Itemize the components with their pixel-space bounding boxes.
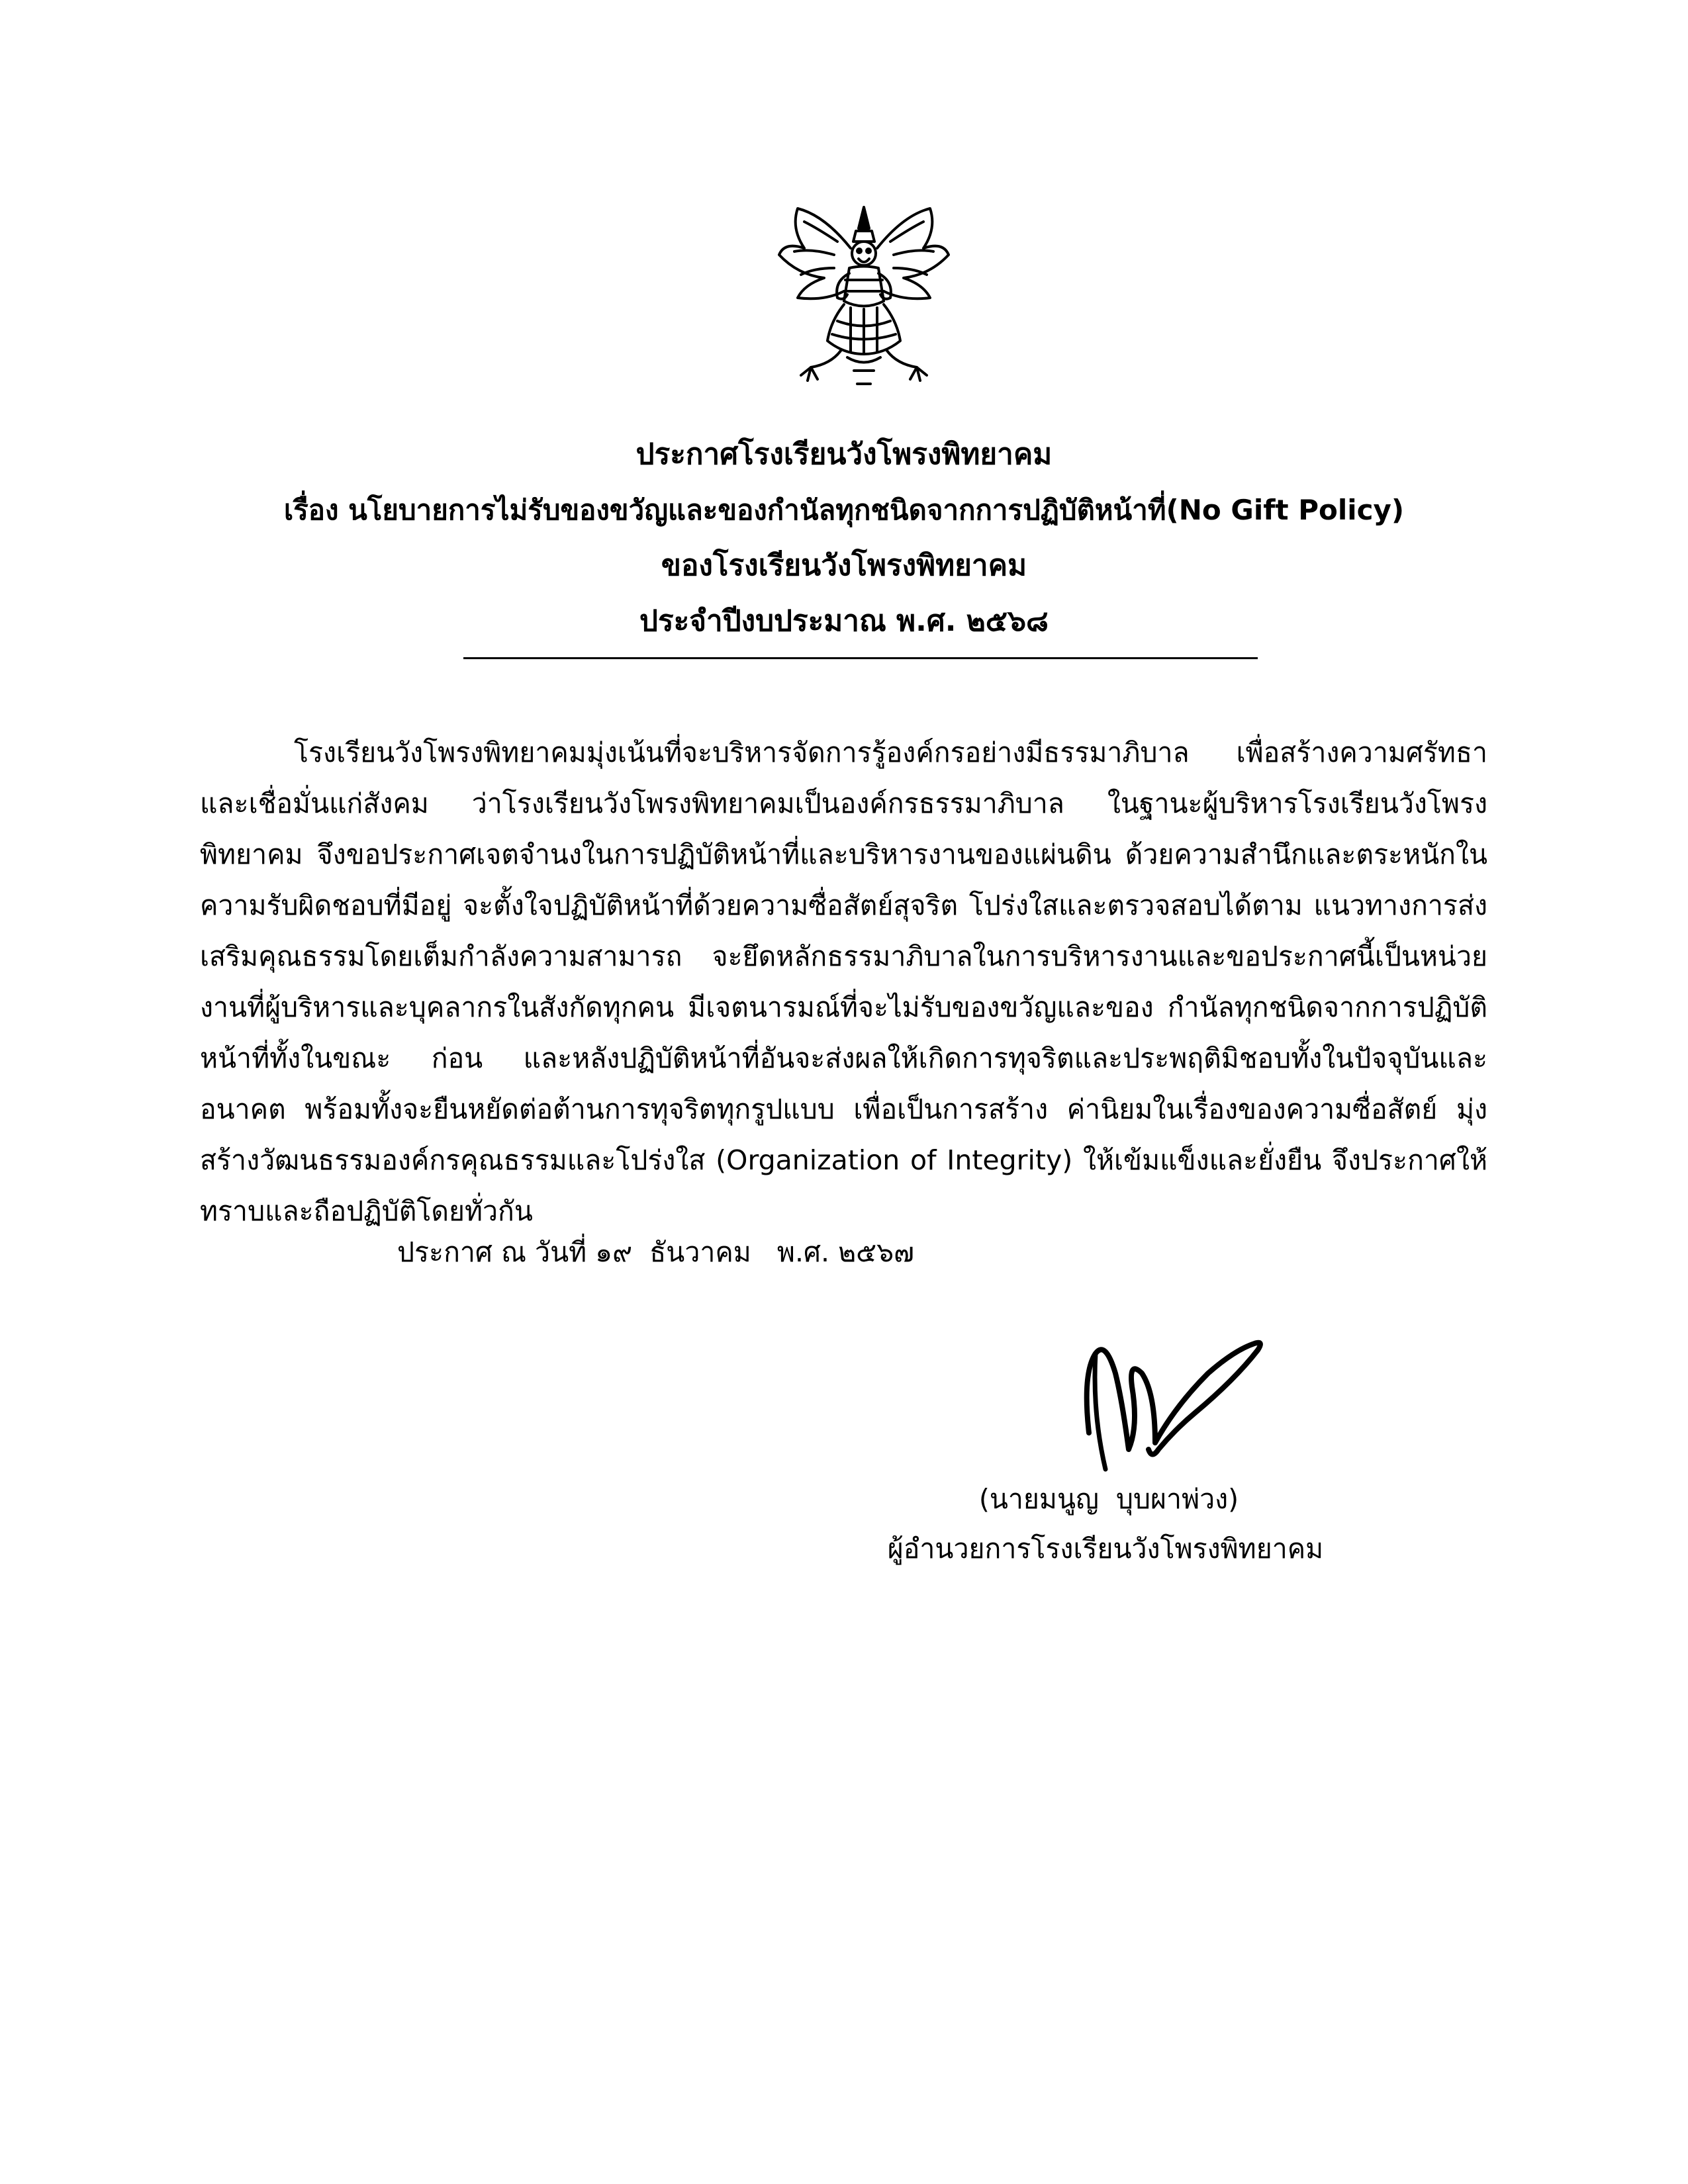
issue-date: ประกาศ ณ วันที่ ๑๙ ธันวาคม พ.ศ. ๒๕๖๗ <box>397 1236 914 1268</box>
garuda-emblem-icon <box>771 202 957 394</box>
title-line-2: เรื่อง นโยบายการไม่รับของขวัญและของกำนัลทุกชนิดจากการปฏิบัติหน้าที่(No Gift Policy) <box>283 494 1405 526</box>
title-line-4: ประจำปีงบประมาณ พ.ศ. ๒๕๖๘ <box>639 604 1049 638</box>
title-divider <box>463 657 1258 659</box>
title-line-1: ประกาศโรงเรียนวังโพรงพิทยาคม <box>635 437 1053 471</box>
announcement-title <box>0 427 1688 649</box>
signer-name: (นายมนูญ บุบผาพ่วง) <box>978 1483 1239 1515</box>
signer-position: ผู้อำนวยการโรงเรียนวังโพรงพิทยาคม <box>887 1533 1324 1565</box>
announcement-body: โรงเรียนวังโพรงพิทยาคมมุ่งเน้นที่จะบริหารจัดการรู้องค์กรอย่างมีธรรมาภิบาล เพื่อสร้างความศรัทธาและเชื่อมั่นแก่สังคม ว่าโรงเรียนวังโพรงพิทยาคมเป็นองค์กรธรรมาภิบาล ในฐานะผู้บริหารโรงเรียนวังโพรงพิทยาคม จึงขอประกาศเจตจำนงในการปฏิบัติหน้าที่และบริหารงานของแผ่นดิน ด้วยความสำนึกและตระหนักในความรับผิดชอบที่มีอยู่ จะตั้งใจปฏิบัติหน้าที่ด้วยความซื่อสัตย์สุจริต โปร่งใสและตรวจสอบได้ตาม แนวทางการส่งเสริมคุณธรรมโดยเต็มกำลังความสามารถ จะยึดหลักธรรมาภิบาลในการบริหารงานและขอประกาศนี้เป็นหน่วยงานที่ผู้บริหารและบุคลากรในสังกัดทุกคน มีเจตนารมณ์ที่จะไม่รับของขวัญและของ กำนัลทุกชนิดจากการปฏิบัติหน้าที่ทั้งในขณะ ก่อน และหลังปฏิบัติหน้าที่อันจะส่งผลให้เกิดการทุจริตและประพฤติมิชอบทั้งในปัจจุบันและอนาคต พร้อมทั้งจะยืนหยัดต่อต้านการทุจริตทุกรูปแบบ เพื่อเป็นการสร้าง ค่านิยมในเรื่องของความซื่อสัตย์ มุ่งสร้างวัฒนธรรมองค์กรคุณธรรมและโปร่งใส (Organization of Integrity) ให้เข้มแข็งและยั่งยืน จึงประกาศให้ทราบและถือปฏิบัติโดยทั่วกัน <box>200 737 1487 1227</box>
title-line-3: ของโรงเรียนวังโพรงพิทยาคม <box>661 549 1027 582</box>
signature-icon <box>1076 1334 1274 1476</box>
